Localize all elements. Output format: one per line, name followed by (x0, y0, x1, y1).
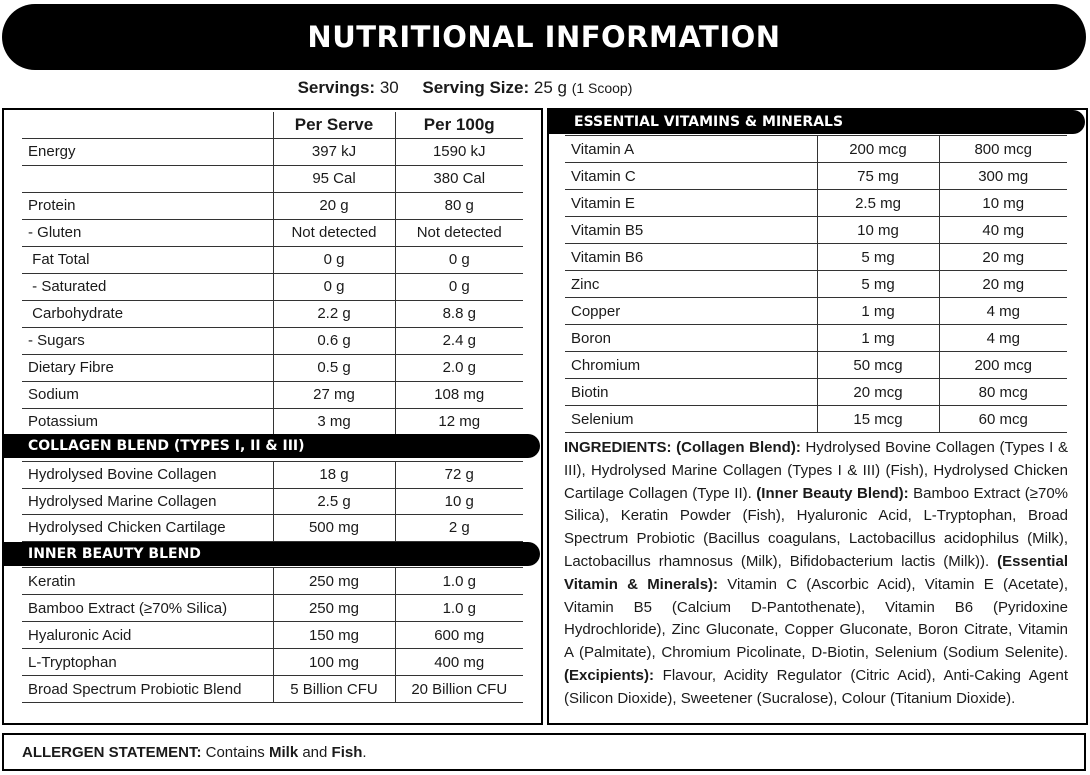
per-serve-value: 500 mg (273, 515, 395, 542)
per-serve-value: 2.5 mg (817, 190, 939, 217)
row-label: - Saturated (22, 273, 273, 300)
per-serve-value: 1 mg (817, 325, 939, 352)
row-label: Protein (22, 192, 273, 219)
per-100g-value: 108 mg (395, 381, 523, 408)
per-serve-value: 75 mg (817, 163, 939, 190)
table-row (565, 271, 1067, 298)
header-nutrient (22, 112, 273, 138)
table-row (22, 515, 523, 542)
per-serve-value: 95 Cal (273, 165, 395, 192)
inner-beauty-label: (Inner Beauty Blend): (756, 484, 909, 502)
per-serve-value: 20 mcg (817, 379, 939, 406)
table-row (22, 219, 523, 246)
row-label: Copper (565, 298, 817, 325)
header-per-100g: Per 100g (395, 112, 523, 138)
per-100g-value: 380 Cal (395, 165, 523, 192)
per-serve-value: 0.6 g (273, 327, 395, 354)
per-100g-value: 40 mg (939, 217, 1067, 244)
per-100g-value: 20 mg (939, 244, 1067, 271)
row-label: Hyaluronic Acid (22, 622, 273, 649)
servings-value: 30 (379, 78, 399, 97)
per-serve-value: 27 mg (273, 381, 395, 408)
row-label: Vitamin E (565, 190, 817, 217)
table-row (22, 192, 523, 219)
table-row (22, 622, 523, 649)
vitamins-minerals-label: (Essential Vitamin & Minerals): (564, 552, 1068, 593)
table-row (22, 488, 523, 515)
per-100g-value: 20 mg (939, 271, 1067, 298)
table-row (565, 352, 1067, 379)
table-row (565, 379, 1067, 406)
per-serve-value: 2.2 g (273, 300, 395, 327)
per-serve-value: 15 mcg (817, 406, 939, 433)
table-row (22, 568, 523, 595)
table-row (22, 676, 523, 703)
row-label: Vitamin B6 (565, 244, 817, 271)
table-row (565, 190, 1067, 217)
table-row (22, 138, 523, 165)
nutrition-table (22, 112, 523, 436)
per-serve-value: 20 g (273, 192, 395, 219)
servings-line (0, 78, 930, 98)
per-100g-value: 600 mg (395, 622, 523, 649)
servings-label: Servings: (297, 78, 376, 97)
row-label: Dietary Fibre (22, 354, 273, 381)
per-serve-value: 0.5 g (273, 354, 395, 381)
per-serve-value: 5 mg (817, 271, 939, 298)
row-label: Boron (565, 325, 817, 352)
table-row (22, 300, 523, 327)
row-label: Hydrolysed Chicken Cartilage (22, 515, 273, 542)
per-100g-value: 0 g (395, 246, 523, 273)
per-serve-value: 1 mg (817, 298, 939, 325)
per-serve-value: 5 mg (817, 244, 939, 271)
row-label: Biotin (565, 379, 817, 406)
per-serve-value: 50 mcg (817, 352, 939, 379)
table-row (22, 273, 523, 300)
allergen-milk: Milk (268, 743, 299, 761)
table-row (22, 381, 523, 408)
table-row (22, 246, 523, 273)
vitamins-heading: ESSENTIAL VITAMINS & MINERALS (549, 110, 1085, 134)
inner-beauty-table (22, 567, 523, 703)
row-label: Zinc (565, 271, 817, 298)
per-100g-value: 1.0 g (395, 568, 523, 595)
allergen-fish: Fish (331, 743, 363, 761)
inner-beauty-ingredients: Bamboo Extract (≥70% Silica), Keratin Powder (Fish), Hyaluronic Acid, L-Tryptophan, Broad Spectrum Probiotic (Bacillus coagulans, Lactobacillus acidophilus (Milk), Lactobacillus rhamnosus (Milk), Bifidobacterium lactis (Milk)). (564, 484, 1068, 570)
per-serve-value: 3 mg (273, 408, 395, 435)
per-100g-value: Not detected (395, 219, 523, 246)
nutrition-header-row (22, 112, 523, 138)
per-100g-value: 20 Billion CFU (395, 676, 523, 703)
vitamins-table (565, 135, 1067, 433)
per-100g-value: 80 mcg (939, 379, 1067, 406)
row-label: Energy (22, 138, 273, 165)
table-row (22, 462, 523, 489)
collagen-blend-heading: COLLAGEN BLEND (TYPES I, II & III) (4, 434, 540, 458)
row-label: Sodium (22, 381, 273, 408)
table-row (22, 354, 523, 381)
table-row (22, 327, 523, 354)
allergen-text-3: . (362, 743, 367, 761)
per-100g-value: 2.0 g (395, 354, 523, 381)
per-100g-value: 800 mcg (939, 136, 1067, 163)
per-serve-value: 5 Billion CFU (273, 676, 395, 703)
per-100g-value: 1590 kJ (395, 138, 523, 165)
table-row (22, 595, 523, 622)
per-serve-value: 10 mg (817, 217, 939, 244)
table-row (565, 325, 1067, 352)
table-row (565, 163, 1067, 190)
table-row (22, 165, 523, 192)
per-serve-value: 18 g (273, 462, 395, 489)
row-label: Carbohydrate (22, 300, 273, 327)
collagen-blend-label: (Collagen Blend): (676, 439, 801, 456)
table-row (565, 136, 1067, 163)
row-label: Selenium (565, 406, 817, 433)
table-row (22, 408, 523, 435)
row-label: Hydrolysed Marine Collagen (22, 488, 273, 515)
per-100g-value: 1.0 g (395, 595, 523, 622)
row-label: Chromium (565, 352, 817, 379)
per-serve-value: 100 mg (273, 649, 395, 676)
row-label: Broad Spectrum Probiotic Blend (22, 676, 273, 703)
allergen-label: ALLERGEN STATEMENT: (22, 743, 202, 761)
page-title: NUTRITIONAL INFORMATION (307, 20, 781, 54)
vitamins-minerals-ingredients: Vitamin C (Ascorbic Acid), Vitamin E (Acetate), Vitamin B5 (Calcium D-Pantothenate), Vitamin B6 (Pyridoxine Hydrochloride), Zinc Gluconate, Copper Gluconate, Boron Citrate, Vitamin A (Palmitate), Chromium Picolinate, D-Biotin, Selenium (Sodium Selenite). (564, 575, 1069, 662)
per-serve-value: 200 mcg (817, 136, 939, 163)
table-row (22, 649, 523, 676)
row-label: Vitamin A (565, 136, 817, 163)
excipients-label: (Excipients): (564, 666, 655, 684)
row-label: Potassium (22, 408, 273, 435)
row-label: Hydrolysed Bovine Collagen (22, 462, 273, 489)
title-banner (2, 4, 1086, 70)
per-100g-value: 10 mg (939, 190, 1067, 217)
per-serve-value: 0 g (273, 273, 395, 300)
per-100g-value: 4 mg (939, 325, 1067, 352)
row-label: Keratin (22, 568, 273, 595)
row-label: Fat Total (22, 246, 273, 273)
per-100g-value: 300 mg (939, 163, 1067, 190)
per-serve-value: 2.5 g (273, 488, 395, 515)
per-serve-value: 150 mg (273, 622, 395, 649)
per-serve-value: 250 mg (273, 568, 395, 595)
per-serve-value: 0 g (273, 246, 395, 273)
per-100g-value: 2.4 g (395, 327, 523, 354)
header-per-serve: Per Serve (273, 112, 395, 138)
per-serve-value: 250 mg (273, 595, 395, 622)
per-100g-value: 0 g (395, 273, 523, 300)
per-100g-value: 200 mcg (939, 352, 1067, 379)
per-serve-value: Not detected (273, 219, 395, 246)
allergen-text-2: and (298, 743, 332, 761)
per-100g-value: 80 g (395, 192, 523, 219)
row-label: Vitamin C (565, 163, 817, 190)
collagen-table (22, 461, 523, 542)
per-100g-value: 400 mg (395, 649, 523, 676)
table-row (565, 298, 1067, 325)
serving-size-note: (1 Scoop) (571, 80, 633, 96)
excipients-ingredients: Flavour, Acidity Regulator (Citric Acid), Anti-Caking Agent (Silicon Dioxide), Sweetener (Sucralose), Colour (Titanium Dioxide). (564, 666, 1068, 707)
table-row (565, 406, 1067, 433)
row-label: - Sugars (22, 327, 273, 354)
per-100g-value: 4 mg (939, 298, 1067, 325)
serving-size-label: Serving Size: (422, 78, 530, 97)
per-100g-value: 60 mcg (939, 406, 1067, 433)
per-100g-value: 12 mg (395, 408, 523, 435)
allergen-text-1: Contains (201, 743, 269, 761)
collagen-blend-ingredients: Hydrolysed Bovine Collagen (Types I & III), Hydrolysed Marine Collagen (Types I & III) (Fish), Hydrolysed Chicken Cartilage Collagen (Type II). (564, 439, 1068, 502)
row-label: L-Tryptophan (22, 649, 273, 676)
row-label: - Gluten (22, 219, 273, 246)
per-100g-value: 72 g (395, 462, 523, 489)
allergen-statement (2, 733, 1086, 771)
ingredients-label: INGREDIENTS: (564, 439, 672, 456)
ingredients-text (564, 437, 1068, 711)
per-serve-value: 397 kJ (273, 138, 395, 165)
table-row (565, 217, 1067, 244)
table-row (565, 244, 1067, 271)
serving-size-value: 25 g (533, 78, 567, 97)
per-100g-value: 10 g (395, 488, 523, 515)
per-100g-value: 2 g (395, 515, 523, 542)
row-label: Vitamin B5 (565, 217, 817, 244)
per-100g-value: 8.8 g (395, 300, 523, 327)
inner-beauty-heading: INNER BEAUTY BLEND (4, 542, 540, 566)
row-label: Bamboo Extract (≥70% Silica) (22, 595, 273, 622)
row-label (22, 165, 273, 192)
